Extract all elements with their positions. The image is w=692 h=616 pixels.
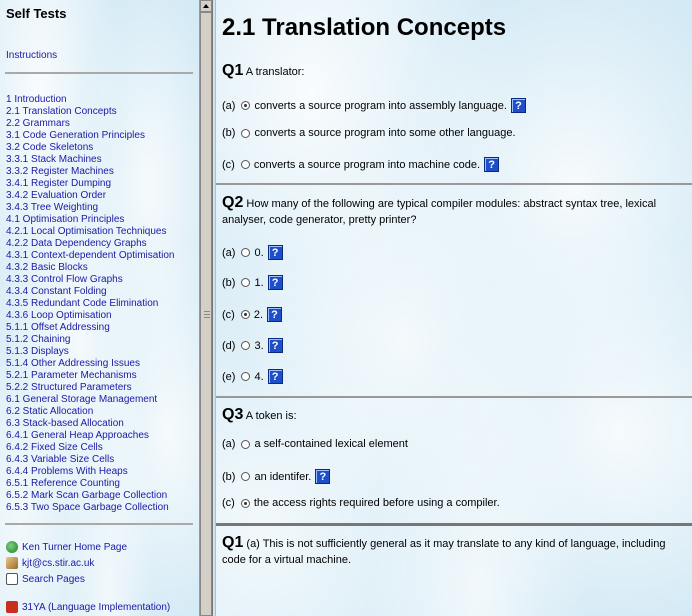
- frame-title: Self Tests: [6, 6, 67, 21]
- toc-link[interactable]: 6.5.3 Two Space Garbage Collection: [6, 502, 169, 513]
- answer-option: [222, 157, 499, 172]
- help-icon[interactable]: ?: [315, 469, 330, 484]
- toc-link[interactable]: 6.2 Static Allocation: [6, 406, 94, 417]
- option-label: (a): [222, 99, 236, 112]
- question-q3: [222, 407, 297, 424]
- globe-icon: [6, 541, 18, 553]
- toc-link[interactable]: 4.1 Optimisation Principles: [6, 214, 125, 225]
- toc-link[interactable]: 6.1 General Storage Management: [6, 394, 158, 405]
- home-link[interactable]: [6, 541, 127, 553]
- toc-list: [6, 94, 174, 514]
- divider: [216, 523, 692, 526]
- toc-link[interactable]: 3.1 Code Generation Principles: [6, 130, 145, 141]
- course-link-label: 31YA (Language Implementation): [22, 601, 171, 613]
- email-link[interactable]: [6, 557, 94, 569]
- option-label: (c): [222, 308, 235, 321]
- toc-link[interactable]: 4.3.6 Loop Optimisation: [6, 310, 112, 321]
- option-text: a self-contained lexical element: [254, 438, 408, 450]
- question-text: A translator:: [245, 66, 305, 78]
- toc-link[interactable]: 1 Introduction: [6, 94, 67, 105]
- option-radio[interactable]: [241, 160, 250, 169]
- option-radio[interactable]: [241, 129, 250, 138]
- home-link-label: Ken Turner Home Page: [22, 541, 128, 553]
- toc-link[interactable]: 5.1.1 Offset Addressing: [6, 322, 110, 333]
- email-link-label: kjt@cs.stir.ac.uk: [22, 557, 95, 569]
- mail-icon: [6, 557, 18, 569]
- help-icon[interactable]: ?: [268, 338, 283, 353]
- toc-link[interactable]: 6.5.1 Reference Counting: [6, 478, 120, 489]
- option-radio[interactable]: [241, 440, 250, 449]
- answer-option: [222, 245, 283, 260]
- page-title: 2.1 Translation Concepts: [222, 14, 507, 41]
- up-arrow-icon: [6, 601, 18, 613]
- search-link[interactable]: [6, 573, 85, 585]
- instructions-link[interactable]: Instructions: [6, 50, 58, 61]
- toc-link[interactable]: 2.1 Translation Concepts: [6, 106, 117, 117]
- help-icon[interactable]: ?: [268, 275, 283, 290]
- answer-panel: [222, 535, 688, 568]
- answer-option: [222, 369, 283, 384]
- toc-link[interactable]: 6.4.1 General Heap Approaches: [6, 430, 149, 441]
- option-text: 1.: [254, 276, 264, 289]
- question-q1: [222, 63, 305, 80]
- help-icon[interactable]: ?: [268, 245, 283, 260]
- toc-scrollbar[interactable]: [199, 0, 213, 616]
- help-icon[interactable]: ?: [268, 369, 283, 384]
- option-text: converts a source program into some other language.: [254, 127, 516, 139]
- option-radio[interactable]: [241, 499, 250, 508]
- option-label: (d): [222, 339, 236, 352]
- search-icon: [6, 573, 18, 585]
- option-label: (a): [222, 246, 236, 259]
- question-text: A token is:: [245, 410, 297, 422]
- option-radio[interactable]: [241, 472, 250, 481]
- divider: [216, 183, 692, 185]
- option-text: converts a source program into machine code.: [253, 158, 481, 171]
- answer-text: (a) This is not sufficiently general as it may translate to any kind of language, including code for a virtual machine.: [222, 538, 666, 566]
- answer-option: [222, 469, 330, 484]
- option-label: (e): [222, 370, 236, 383]
- question-number: Q1: [222, 62, 244, 79]
- toc-link[interactable]: 2.2 Grammars: [6, 118, 70, 129]
- toc-link[interactable]: 5.2.2 Structured Parameters: [6, 382, 132, 393]
- toc-link[interactable]: 6.4.3 Variable Size Cells: [6, 454, 115, 465]
- scroll-thumb[interactable]: [200, 12, 212, 616]
- option-text: 4.: [254, 370, 264, 383]
- toc-link[interactable]: 3.3.1 Stack Machines: [6, 154, 102, 165]
- option-text: 2.: [253, 308, 264, 321]
- option-label: (a): [222, 438, 236, 450]
- answer-option: [222, 338, 283, 353]
- toc-link[interactable]: 5.1.2 Chaining: [6, 334, 71, 345]
- toc-link[interactable]: 3.3.2 Register Machines: [6, 166, 114, 177]
- search-link-label: Search Pages: [22, 573, 85, 585]
- toc-link[interactable]: 6.3 Stack-based Allocation: [6, 418, 124, 429]
- course-link[interactable]: [6, 601, 170, 613]
- option-text: an identifer.: [254, 470, 312, 483]
- option-radio[interactable]: [241, 248, 250, 257]
- toc-link[interactable]: 3.4.1 Register Dumping: [6, 178, 112, 189]
- answer-option: [222, 275, 283, 290]
- toc-link[interactable]: 4.3.4 Constant Folding: [6, 286, 107, 297]
- toc-link[interactable]: 4.3.2 Basic Blocks: [6, 262, 88, 273]
- option-label: (b): [222, 276, 236, 289]
- question-q2: [222, 195, 684, 228]
- toc-link[interactable]: 4.2.2 Data Dependency Graphs: [6, 238, 147, 249]
- option-label: (c): [222, 497, 235, 509]
- toc-link[interactable]: 4.2.1 Local Optimisation Techniques: [6, 226, 167, 237]
- answer-number: Q1: [222, 534, 244, 551]
- answer-option: [222, 497, 500, 509]
- toc-link[interactable]: 6.5.2 Mark Scan Garbage Collection: [6, 490, 168, 501]
- toc-link[interactable]: 3.2 Code Skeletons: [6, 142, 94, 153]
- option-text: 0.: [254, 246, 264, 259]
- answer-option: [222, 98, 526, 113]
- toc-link[interactable]: 3.4.2 Evaluation Order: [6, 190, 107, 201]
- grip-icon: [204, 311, 210, 319]
- option-radio[interactable]: [241, 372, 250, 381]
- question-number: Q3: [222, 406, 244, 423]
- toc-link[interactable]: 6.4.4 Problems With Heaps: [6, 466, 128, 477]
- toc-link[interactable]: 4.3.1 Context-dependent Optimisation: [6, 250, 175, 261]
- option-radio[interactable]: [241, 101, 250, 110]
- help-icon[interactable]: ?: [267, 307, 282, 322]
- toc-link[interactable]: 3.4.3 Tree Weighting: [6, 202, 99, 213]
- option-label: (c): [222, 158, 235, 171]
- option-label: (b): [222, 470, 236, 483]
- content-frame: [215, 0, 692, 616]
- answer-option: [222, 307, 282, 322]
- option-text: 3.: [254, 339, 264, 352]
- toc-link[interactable]: 4.3.5 Redundant Code Elimination: [6, 298, 159, 309]
- question-text: How many of the following are typical compiler modules: abstract syntax tree, lexical analyser, code generator, pretty printer?: [222, 198, 657, 226]
- help-icon[interactable]: ?: [484, 157, 499, 172]
- option-text: the access rights required before using a compiler.: [253, 497, 500, 509]
- divider: [216, 396, 692, 398]
- option-radio[interactable]: [241, 310, 250, 319]
- option-radio[interactable]: [241, 278, 250, 287]
- option-text: converts a source program into assembly language.: [254, 99, 507, 112]
- option-label: (b): [222, 127, 236, 139]
- scroll-up-arrow-icon[interactable]: [200, 0, 212, 12]
- answer-option: [222, 438, 408, 450]
- toc-link[interactable]: 5.2.1 Parameter Mechanisms: [6, 370, 137, 381]
- option-radio[interactable]: [241, 341, 250, 350]
- answer-option: [222, 127, 516, 139]
- toc-link[interactable]: 5.1.3 Displays: [6, 346, 69, 357]
- toc-frame: [0, 0, 199, 616]
- toc-link[interactable]: 6.4.2 Fixed Size Cells: [6, 442, 103, 453]
- toc-link[interactable]: 4.3.3 Control Flow Graphs: [6, 274, 123, 285]
- toc-link[interactable]: 5.1.4 Other Addressing Issues: [6, 358, 140, 369]
- divider: [5, 523, 193, 525]
- divider: [5, 72, 193, 74]
- question-number: Q2: [222, 194, 244, 211]
- help-icon[interactable]: ?: [511, 98, 526, 113]
